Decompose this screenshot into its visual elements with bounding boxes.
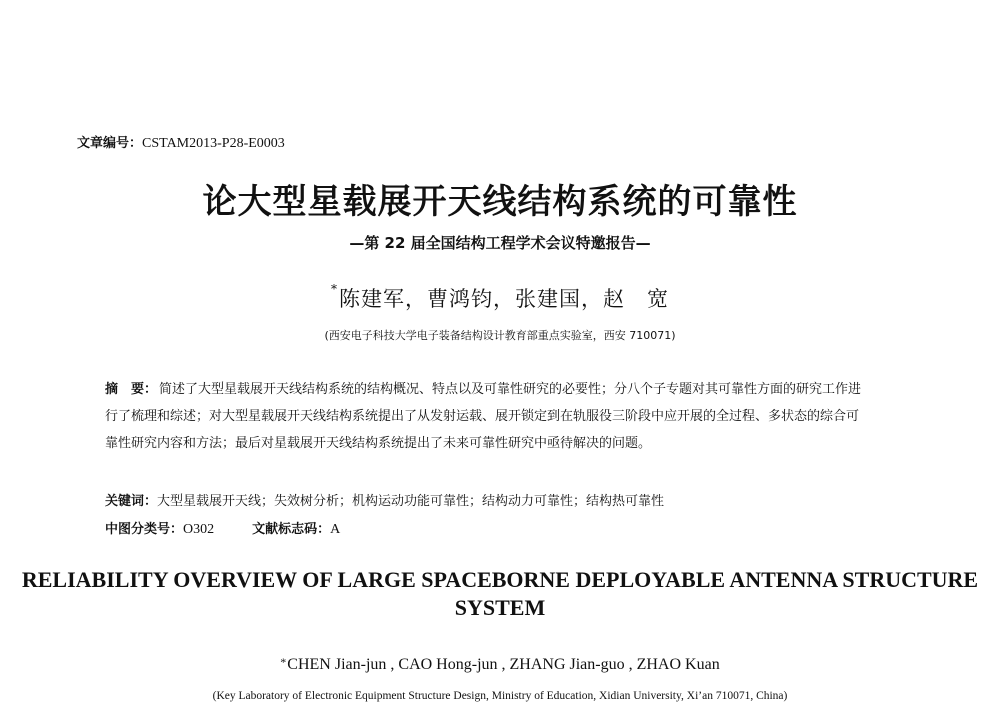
chinese-affiliation: (西安电子科技大学电子装备结构设计教育部重点实验室，西安 710071)	[324, 329, 676, 342]
abstract-text: 简述了大型星载展开天线结构系统的结构概况、特点以及可靠性研究的必要性；分八个子专题对其可靠性方面的研究工作进行了梳理和综述；对大型星载展开天线结构系统提出了从发射运载、展开锁定到在轨服役三阶段中应开展的全过程、多状态的综合可靠性研究内容和方法；最后对星载展开天线结构系统提出了未来可靠性研究中亟待解决的问题。	[105, 382, 862, 451]
document-code-label: 文献标志码：	[252, 522, 331, 537]
clc-value: O302	[183, 522, 215, 537]
keywords	[105, 490, 664, 509]
abstract	[105, 376, 865, 457]
keywords-label: 关键词：	[105, 494, 158, 509]
article-number-label: 文章编号：	[77, 136, 143, 151]
english-title: RELIABILITY OVERVIEW OF LARGE SPACEBORNE DEPLOYABLE ANTENNA STRUCTURE SYSTEM	[21, 567, 979, 620]
document-code-value: A	[330, 522, 341, 537]
keywords-text: 大型星载展开天线；失效树分析；机构运动功能可靠性；结构动力可靠性；结构热可靠性	[157, 494, 665, 509]
corresponding-author-mark: *	[331, 282, 338, 296]
classification	[105, 518, 340, 538]
chinese-title: 论大型星载展开天线结构系统的可靠性	[202, 182, 798, 222]
chinese-authors	[0, 283, 1000, 313]
article-number-value: CSTAM2013-P28-E0003	[142, 136, 285, 151]
abstract-label: 摘 要：	[105, 382, 158, 397]
english-affiliation: (Key Laboratory of Electronic Equipment Structure Design, Ministry of Education, Xidian University, Xi’an 710071, China)	[212, 690, 788, 702]
english-author-names: CHEN Jian-jun , CAO Hong-jun , ZHANG Jian-guo , ZHAO Kuan	[287, 656, 720, 673]
clc-label: 中图分类号：	[105, 522, 184, 537]
english-authors	[0, 656, 1000, 674]
chinese-subtitle: —第 22 届全国结构工程学术会议特邀报告—	[349, 234, 651, 252]
article-number	[77, 132, 285, 152]
english-corresponding-author-mark: *	[280, 655, 287, 669]
chinese-author-names: 陈建军，曹鸿钧，张建国，赵 宽	[339, 287, 669, 311]
